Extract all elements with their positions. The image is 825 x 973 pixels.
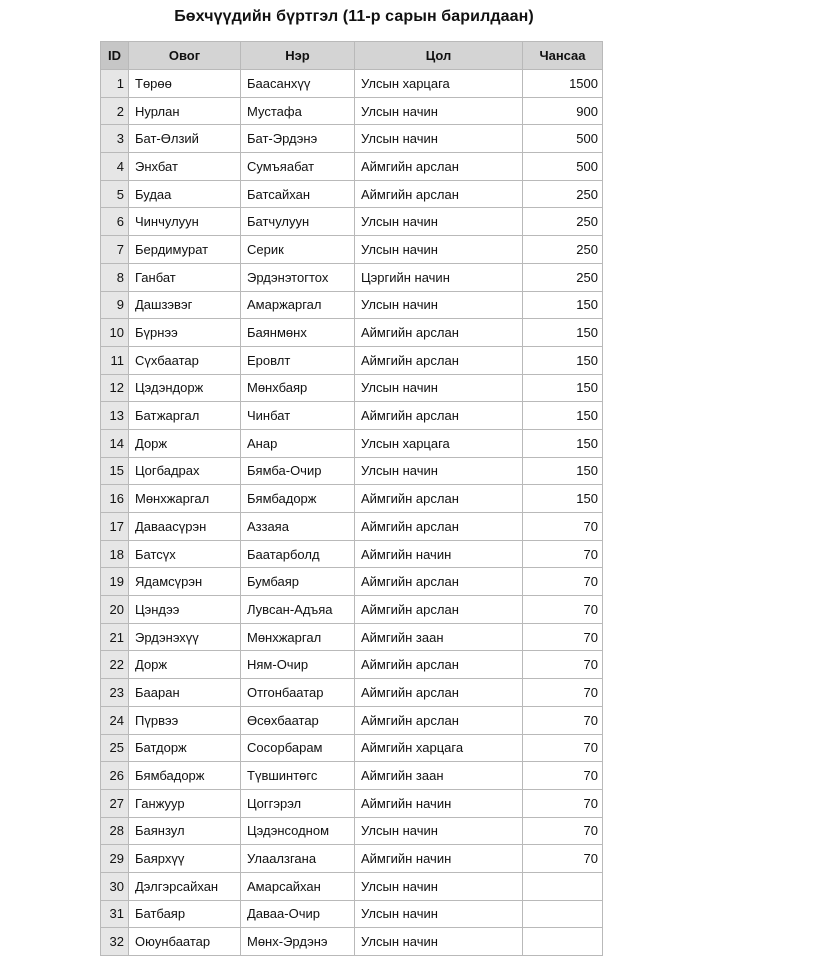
cell-name: Мөнх-Эрдэнэ [241,928,355,956]
cell-rank-points [523,872,603,900]
cell-title: Улсын начин [355,457,523,485]
cell-surname: Төрөө [129,70,241,98]
cell-title: Улсын начин [355,374,523,402]
cell-id: 18 [101,540,129,568]
cell-rank-points: 150 [523,457,603,485]
cell-surname: Цэдэндорж [129,374,241,402]
cell-title: Аймгийн харцага [355,734,523,762]
cell-name: Еровлт [241,346,355,374]
cell-name: Бумбаяр [241,568,355,596]
cell-surname: Будаа [129,180,241,208]
cell-rank-points: 1500 [523,70,603,98]
table-row [101,928,603,956]
table-row [101,319,603,347]
cell-surname: Цогбадрах [129,457,241,485]
cell-surname: Батжаргал [129,402,241,430]
cell-rank-points: 150 [523,319,603,347]
cell-surname: Энхбат [129,153,241,181]
cell-title: Цэргийн начин [355,263,523,291]
table-row [101,374,603,402]
cell-name: Баатарболд [241,540,355,568]
table-row [101,457,603,485]
cell-id: 15 [101,457,129,485]
table-row [101,789,603,817]
cell-name: Даваа-Очир [241,900,355,928]
table-row [101,762,603,790]
cell-name: Серик [241,236,355,264]
table-row [101,513,603,541]
cell-name: Чинбат [241,402,355,430]
table-row [101,872,603,900]
cell-rank-points: 250 [523,180,603,208]
cell-id: 8 [101,263,129,291]
cell-name: Баасанхүү [241,70,355,98]
cell-name: Цэдэнсодном [241,817,355,845]
table-row [101,706,603,734]
cell-title: Аймгийн начин [355,540,523,568]
cell-name: Мустафа [241,97,355,125]
cell-rank-points: 150 [523,429,603,457]
document-title: Бөхчүүдийн бүртгэл (11-р сарын барилдаан) [174,8,534,25]
cell-rank-points: 250 [523,236,603,264]
cell-rank-points: 250 [523,208,603,236]
cell-rank-points: 70 [523,513,603,541]
header-id: ID [101,42,129,70]
cell-name: Өсөхбаатар [241,706,355,734]
cell-rank-points [523,928,603,956]
cell-id: 23 [101,679,129,707]
cell-id: 14 [101,429,129,457]
table-row [101,568,603,596]
cell-name: Ням-Очир [241,651,355,679]
cell-title: Аймгийн начин [355,845,523,873]
cell-rank-points: 70 [523,679,603,707]
cell-title: Улсын начин [355,900,523,928]
cell-id: 28 [101,817,129,845]
cell-name: Лувсан-Адъяа [241,596,355,624]
cell-surname: Ядамсүрэн [129,568,241,596]
cell-id: 9 [101,291,129,319]
cell-name: Батчулуун [241,208,355,236]
cell-title: Улсын начин [355,928,523,956]
cell-title: Аймгийн заан [355,623,523,651]
cell-id: 22 [101,651,129,679]
cell-title: Улсын начин [355,125,523,153]
cell-name: Батсайхан [241,180,355,208]
cell-rank-points: 70 [523,568,603,596]
cell-rank-points: 250 [523,263,603,291]
cell-id: 20 [101,596,129,624]
header-rank-points: Чансаа [523,42,603,70]
cell-surname: Цэндээ [129,596,241,624]
table-row [101,485,603,513]
cell-surname: Бердимурат [129,236,241,264]
table-row [101,346,603,374]
cell-surname: Мөнхжаргал [129,485,241,513]
table-row [101,623,603,651]
cell-title: Аймгийн арслан [355,346,523,374]
cell-name: Сосорбарам [241,734,355,762]
cell-name: Бямбадорж [241,485,355,513]
table-row [101,845,603,873]
cell-rank-points: 500 [523,153,603,181]
cell-id: 2 [101,97,129,125]
cell-surname: Даваасүрэн [129,513,241,541]
cell-rank-points: 70 [523,623,603,651]
cell-rank-points: 70 [523,651,603,679]
cell-surname: Сүхбаатар [129,346,241,374]
cell-surname: Баянзул [129,817,241,845]
cell-rank-points: 70 [523,817,603,845]
cell-title: Аймгийн арслан [355,513,523,541]
table-row [101,402,603,430]
cell-title: Улсын харцага [355,429,523,457]
cell-id: 32 [101,928,129,956]
table-row [101,97,603,125]
table-row [101,125,603,153]
cell-id: 12 [101,374,129,402]
cell-title: Улсын начин [355,236,523,264]
cell-surname: Батсүх [129,540,241,568]
cell-rank-points: 150 [523,374,603,402]
header-row [101,42,603,70]
cell-id: 16 [101,485,129,513]
cell-id: 19 [101,568,129,596]
cell-rank-points: 500 [523,125,603,153]
cell-rank-points: 900 [523,97,603,125]
cell-title: Улсын харцага [355,70,523,98]
cell-surname: Дорж [129,429,241,457]
cell-surname: Нурлан [129,97,241,125]
table-row [101,263,603,291]
cell-name: Баянмөнх [241,319,355,347]
cell-title: Аймгийн арслан [355,402,523,430]
cell-id: 27 [101,789,129,817]
cell-id: 29 [101,845,129,873]
cell-title: Аймгийн арслан [355,485,523,513]
cell-id: 1 [101,70,129,98]
table-row [101,70,603,98]
table-row [101,900,603,928]
cell-title: Аймгийн арслан [355,651,523,679]
cell-rank-points: 70 [523,845,603,873]
cell-title: Аймгийн арслан [355,706,523,734]
cell-id: 4 [101,153,129,181]
cell-id: 30 [101,872,129,900]
cell-title: Аймгийн арслан [355,319,523,347]
cell-title: Улсын начин [355,208,523,236]
cell-id: 26 [101,762,129,790]
table-row [101,540,603,568]
cell-name: Аззаяа [241,513,355,541]
table-row [101,208,603,236]
cell-id: 11 [101,346,129,374]
cell-name: Амаржаргал [241,291,355,319]
cell-surname: Бямбадорж [129,762,241,790]
cell-title: Аймгийн арслан [355,596,523,624]
cell-rank-points [523,900,603,928]
cell-name: Мөнхбаяр [241,374,355,402]
cell-title: Улсын начин [355,291,523,319]
cell-title: Улсын начин [355,872,523,900]
cell-rank-points: 70 [523,706,603,734]
cell-surname: Эрдэнэхүү [129,623,241,651]
table-row [101,429,603,457]
table-header [101,42,603,70]
cell-name: Мөнхжаргал [241,623,355,651]
cell-name: Сумъяабат [241,153,355,181]
cell-name: Амарсайхан [241,872,355,900]
cell-name: Бямба-Очир [241,457,355,485]
cell-surname: Бүрнээ [129,319,241,347]
cell-title: Аймгийн начин [355,789,523,817]
cell-rank-points: 70 [523,734,603,762]
table-row [101,291,603,319]
cell-rank-points: 150 [523,485,603,513]
table-row [101,817,603,845]
cell-name: Улаалзгана [241,845,355,873]
cell-surname: Оюунбаатар [129,928,241,956]
wrestler-table [100,41,603,956]
cell-rank-points: 150 [523,402,603,430]
cell-title: Улсын начин [355,97,523,125]
cell-rank-points: 70 [523,596,603,624]
cell-title: Аймгийн арслан [355,180,523,208]
cell-name: Анар [241,429,355,457]
table-row [101,236,603,264]
cell-id: 13 [101,402,129,430]
table-body [101,70,603,956]
cell-title: Аймгийн арслан [355,568,523,596]
cell-id: 5 [101,180,129,208]
cell-rank-points: 70 [523,762,603,790]
table-row [101,596,603,624]
cell-name: Түвшинтөгс [241,762,355,790]
header-surname: Овог [129,42,241,70]
cell-title: Аймгийн арслан [355,153,523,181]
cell-name: Эрдэнэтогтох [241,263,355,291]
cell-rank-points: 70 [523,540,603,568]
cell-id: 31 [101,900,129,928]
table-row [101,679,603,707]
cell-surname: Ганбат [129,263,241,291]
cell-surname: Батбаяр [129,900,241,928]
cell-rank-points: 150 [523,291,603,319]
cell-id: 3 [101,125,129,153]
cell-surname: Дэлгэрсайхан [129,872,241,900]
cell-surname: Чинчулуун [129,208,241,236]
cell-surname: Дашзэвэг [129,291,241,319]
table-row [101,153,603,181]
cell-id: 17 [101,513,129,541]
cell-name: Бат-Эрдэнэ [241,125,355,153]
cell-title: Аймгийн арслан [355,679,523,707]
header-name: Нэр [241,42,355,70]
cell-id: 24 [101,706,129,734]
cell-id: 6 [101,208,129,236]
cell-id: 25 [101,734,129,762]
cell-surname: Пүрвээ [129,706,241,734]
cell-title: Улсын начин [355,817,523,845]
header-title: Цол [355,42,523,70]
cell-surname: Ганжуур [129,789,241,817]
table-row [101,651,603,679]
table-row [101,180,603,208]
cell-title: Аймгийн заан [355,762,523,790]
cell-surname: Бааран [129,679,241,707]
cell-name: Цоггэрэл [241,789,355,817]
cell-id: 10 [101,319,129,347]
cell-surname: Батдорж [129,734,241,762]
cell-id: 21 [101,623,129,651]
cell-surname: Бат-Өлзий [129,125,241,153]
table-row [101,734,603,762]
cell-rank-points: 70 [523,789,603,817]
cell-rank-points: 150 [523,346,603,374]
cell-surname: Баярхүү [129,845,241,873]
cell-name: Отгонбаатар [241,679,355,707]
cell-surname: Дорж [129,651,241,679]
cell-id: 7 [101,236,129,264]
